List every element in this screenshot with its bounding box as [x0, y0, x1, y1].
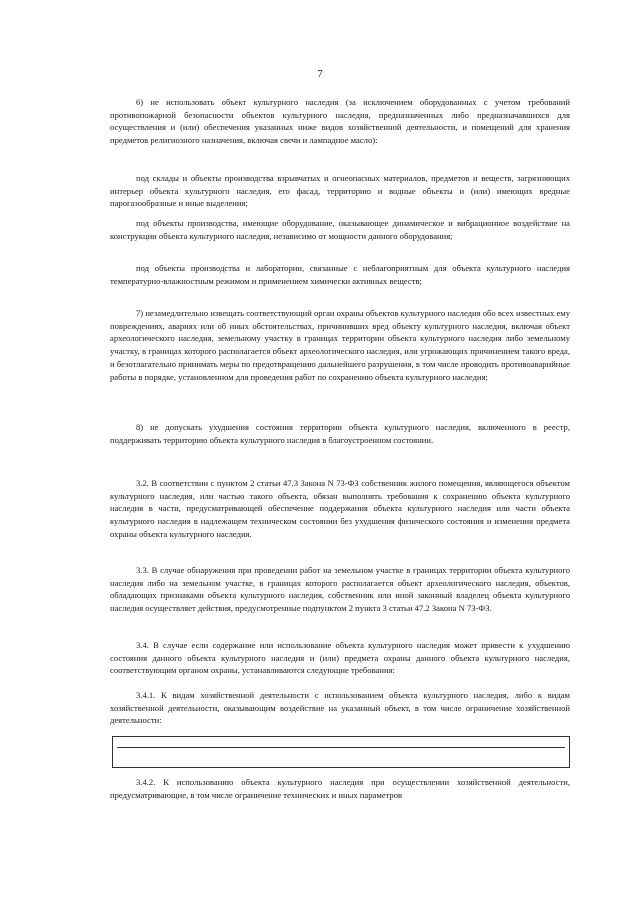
empty-table-box: [112, 736, 570, 768]
paragraph-lab-restriction: под объекты производства и лаборатории, связанные с неблагоприятным для объекта культурного наследия температурно-влажностным режимом и применением химически активных веществ;: [110, 263, 570, 286]
paragraph-3-3: 3.3. В случае обнаружения при проведении работ на земельном участке в границах территории объекта культурного наследия либо на земельном участке, в границах которого располагается объект археологического наследия, объектов, обладающих признаками объекта культурного наследия, собственник или иной законный владелец объекта культурного наследия осуществляет действия, предусмотренные подпунктом 2 пункта 3 статьи 47.2 Закона N 73-ФЗ.: [110, 565, 570, 614]
paragraph-item-8: 8) не допускать ухудшения состояния территории объекта культурного наследия, включенного в реестр, поддерживать территорию объекта культурного наследия в благоустроенном состоянии.: [110, 422, 570, 445]
paragraph-vibration-restriction: под объекты производства, имеющие оборудование, оказывающее динамическое и вибрационное воздействие на конструкции объекта культурного наследия, независимо от мощности данного оборудования;: [110, 218, 570, 241]
paragraph-storage-restriction: под склады и объекты производства взрывчатых и огнеопасных материалов, предметов и веществ, загрязняющих интерьер объекта культурного наследия, его фасад, территорию и водные объекты и (или) имеющих вредные парогазообразные и иные выделения;: [110, 173, 570, 209]
page-number: 7: [317, 68, 323, 80]
paragraph-3-4-1: 3.4.1. К видам хозяйственной деятельности с использованием объекта культурного наследия, либо к видам хозяйственной деятельности, оказывающим воздействие на указанный объект, в том числе ограничение хозяйственной деятельности:: [110, 690, 570, 726]
paragraph-item-6: 6) не использовать объект культурного наследия (за исключением оборудованных с учетом требований противопожарной безопасности объектов культурного наследия, предназначенных либо предназначавшихся для осуществления и (или) обеспечения указанных ниже видов хозяйственной деятельности, и помещений для хранения предметов религиозного назначения, включая свечи и лампадное масло):: [110, 97, 570, 146]
paragraph-3-2: 3.2. В соответствии с пунктом 2 статьи 47.3 Закона N 73-ФЗ собственник жилого помещения, являющегося объектом культурного наследия, или частью такого объекта, обязан выполнять требования к сохранению объекта культурного наследия в части, предусматривающей обеспечение поддержания объекта культурного наследия или части объекта культурного наследия в надлежащем техническом состоянии без ухудшения физического состояния и изменения предмета охраны объекта культурного наследия.: [110, 478, 570, 539]
paragraph-3-4: 3.4. В случае если содержание или использование объекта культурного наследия может привести к ухудшению состояния данного объекта культурного наследия и (или) предмета охраны данного объекта культурного наследия, соответствующим органом охраны, устанавливаются следующие требования:: [110, 640, 570, 676]
paragraph-item-7: 7) незамедлительно извещать соответствующий орган охраны объектов культурного наследия обо всех известных ему повреждениях, авариях или об иных обстоятельствах, причинивших вред объекту культурного наследия, включая объект археологического наследия, земельному участку в границах территории объекта культурного наследия либо земельному участку, в границах которого располагается объект археологического наследия, или угрожающих причинением такого вреда, и безотлагательно принимать меры по предотвращению дальнейшего разрушения, в том числе проводить противоаварийные работы в порядке, установленном для проведения работ по сохранению объекта культурного наследия;: [110, 308, 570, 382]
paragraph-3-4-2: 3.4.2. К использованию объекта культурного наследия при осуществлении хозяйственной деятельности, предусматривающие, в том числе ограничение технических и иных параметров: [110, 777, 570, 800]
